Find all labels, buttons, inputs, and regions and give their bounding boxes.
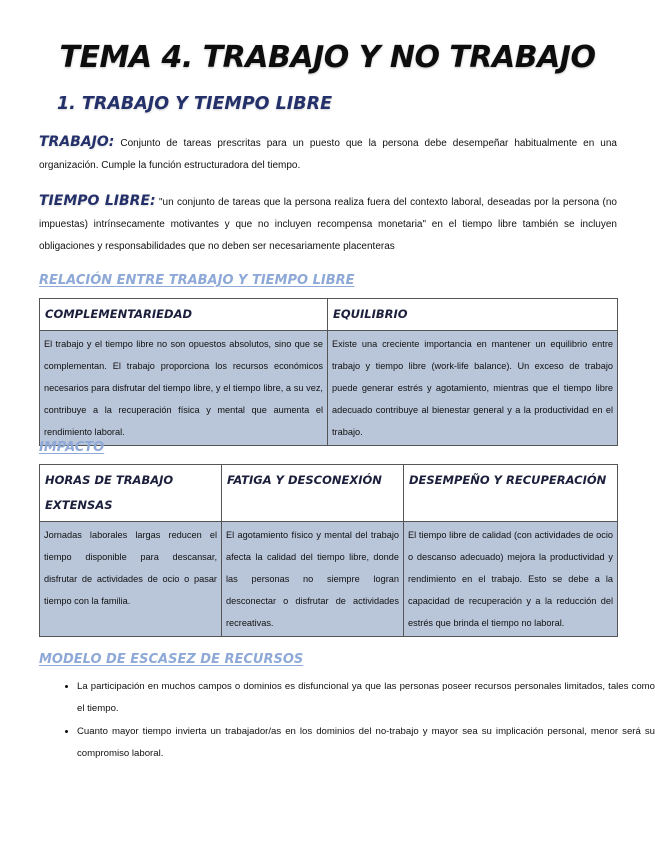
cell-horas: Jornadas laborales largas reducen el tiempo disponible para descansar, disfrutar de actividades de ocio o pasar tiempo con la familia. — [40, 522, 222, 637]
cell-complementariedad: El trabajo y el tiempo libre no son opuestos absolutos, sino que se complementan. El trabajo proporciona los recursos económicos necesarios para disfrutar del tiempo libre, y el tiempo libre, a su vez, contribuye a la recuperación física y mental que aumenta el rendimiento laboral. — [40, 331, 328, 446]
list-item: • La participación en muchos campos o dominios es disfuncional ya que las personas poseer recursos personales limitados, tales como el tiempo. — [77, 676, 655, 719]
trabajo-label: TRABAJO: — [39, 134, 115, 150]
trabajo-definition — [39, 131, 617, 177]
header-horas: HORAS DE TRABAJO EXTENSAS — [40, 465, 222, 522]
table-header-row — [40, 465, 618, 522]
relacion-heading: RELACIÓN ENTRE TRABAJO Y TIEMPO LIBRE — [39, 273, 355, 288]
table-header-row — [40, 299, 618, 331]
tiempo-libre-label: TIEMPO LIBRE: — [39, 193, 156, 209]
impacto-heading: IMPACTO — [39, 440, 105, 455]
list-item: • Cuanto mayor tiempo invierta un trabajador/as en los dominios del no-trabajo y mayor sea su implicación personal, menor será su compromiso laboral. — [77, 721, 655, 764]
modelo-heading: MODELO DE ESCASEZ DE RECURSOS — [39, 652, 304, 667]
document-title: TEMA 4. TRABAJO Y NO TRABAJO — [59, 40, 596, 75]
tiempo-libre-definition — [39, 190, 617, 258]
header-desempeno: DESEMPEÑO Y RECUPERACIÓN — [404, 465, 618, 522]
relacion-table — [39, 298, 618, 446]
cell-equilibrio: Existe una creciente importancia en mantener un equilibrio entre trabajo y tiempo libre (work-life balance). Un exceso de trabajo puede generar estrés y agotamiento, mientras que el tiempo libre adecuado contribuye al bienestar general y a la productividad en el trabajo. — [328, 331, 618, 446]
cell-fatiga: El agotamiento físico y mental del trabajo afecta la calidad del tiempo libre, donde las personas no siempre logran desconectar o disfrutar de actividades recreativas. — [222, 522, 404, 637]
table-row — [40, 522, 618, 637]
header-complementariedad: COMPLEMENTARIEDAD — [40, 299, 328, 331]
cell-desempeno: El tiempo libre de calidad (con actividades de ocio o descanso adecuado) mejora la productividad y rendimiento en el trabajo. Esto se debe a la capacidad de recuperación y a la reducción del estrés que brinda el tiempo no laboral. — [404, 522, 618, 637]
section-heading: 1. TRABAJO Y TIEMPO LIBRE — [57, 94, 333, 114]
header-equilibrio: EQUILIBRIO — [328, 299, 618, 331]
impacto-table — [39, 464, 618, 637]
trabajo-text: Conjunto de tareas prescritas para un puesto que la persona debe desempeñar habitualmente en una organización. Cumple la función estructuradora del tiempo. — [39, 138, 617, 171]
tiempo-libre-text: "un conjunto de tareas que la persona realiza fuera del contexto laboral, deseadas por la persona (no impuestas) intrínsecamente motivantes y que no incluyen recompensa monetaria" en el tiempo libre también se incluyen obligaciones y responsabilidades que no deben ser necesariamente placenteras — [39, 197, 617, 252]
header-fatiga: FATIGA Y DESCONEXIÓN — [222, 465, 404, 522]
modelo-bullet-list — [39, 676, 655, 766]
table-row — [40, 331, 618, 446]
